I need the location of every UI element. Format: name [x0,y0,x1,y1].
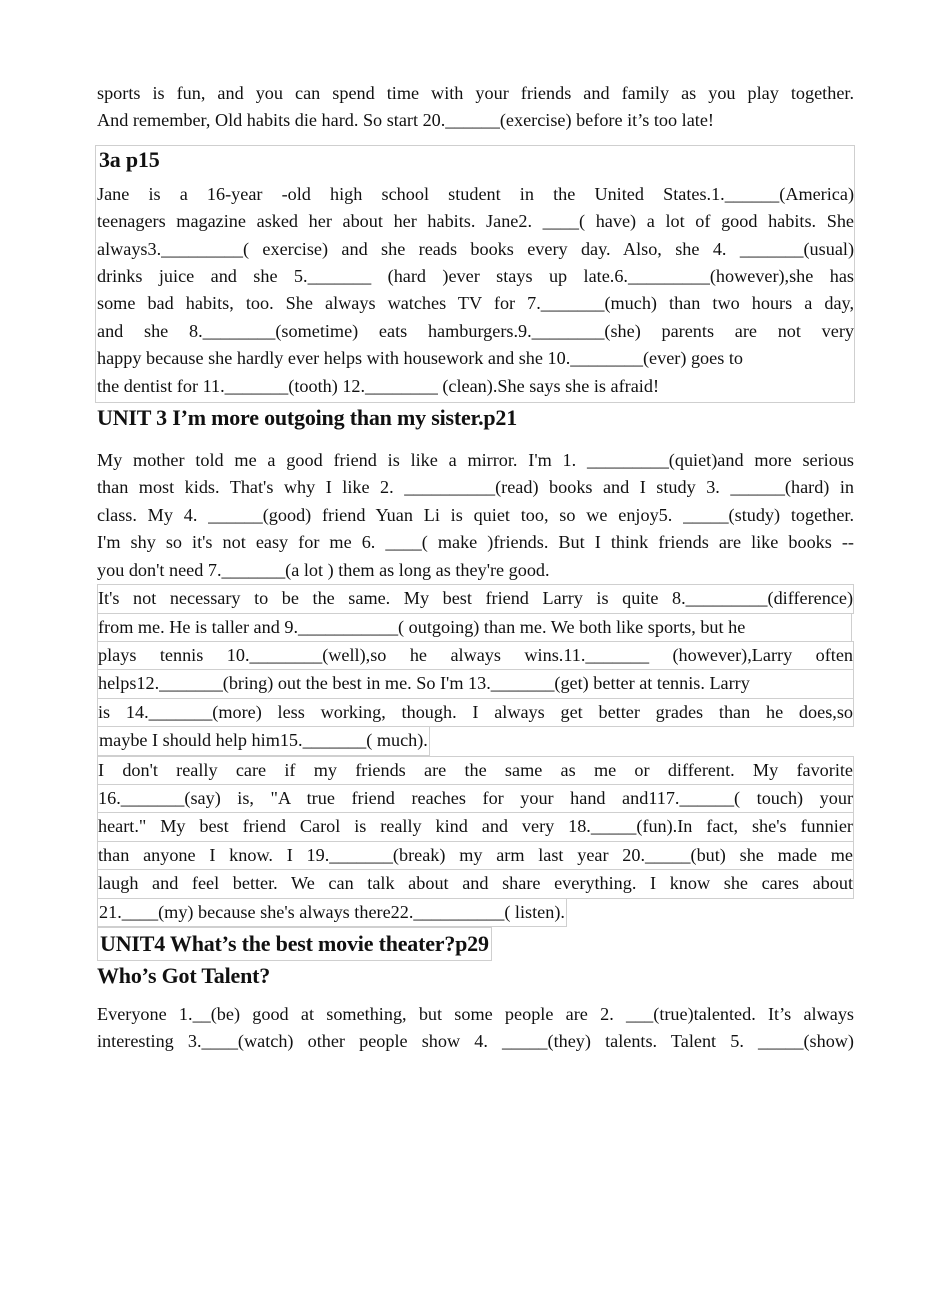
text-line: sports is fun, and you can spend time with your friends and family as you play together. [97,83,854,103]
text-line: And remember, Old habits die hard. So start 20.______(exercise) before it’s too late! [97,110,714,131]
text-line: happy because she hardly ever helps with housework and she 10.________(ever) goes to [97,348,743,369]
text-line: 16._______(say) is, "A true friend reaches for your hand and117.______( touch) your [97,784,854,813]
intro-paragraph [97,80,854,135]
text-line: and she 8.________(sometime) eats hamburgers.9.________(she) parents are not very [97,320,854,341]
text-span: maybe I should help him15._______( much). [97,726,430,755]
text-line: I don't really care if my friends are the same as me or different. My favorite [97,756,854,785]
text-line: helps12._______(bring) out the best in me. So I'm 13._______(get) better at tennis. Larry [97,669,854,698]
text-line: Jane is a 16-year -old high school student in the United States.1.______(America) [97,183,854,204]
text-line: the dentist for 11._______(tooth) 12.________ (clean).She says she is afraid! [97,375,660,396]
text-line: heart." My best friend Carol is really kind and very 18._____(fun).In fact, she's funnier [97,812,854,841]
text-line: than most kids. That's why I like 2. __________(read) books and I study 3. ______(hard) in [97,477,854,498]
text-line: My mother told me a good friend is like a mirror. I'm 1. _________(quiet)and more serious [97,450,854,471]
text-line: drinks juice and she 5._______ (hard )ever stays up late.6._________(however),she has [97,266,854,287]
text-line: is 14._______(more) less working, though. I always get better grades than he does,so [97,698,854,727]
text-line: from me. He is taller and 9.___________( outgoing) than me. We both like sports, but he [97,613,852,642]
text-line: teenagers magazine asked her about her habits. Jane2. ____( have) a lot of good habits. She [97,211,854,232]
document-page [97,80,854,1056]
text-line: laugh and feel better. We can talk about and share everything. I know she cares about [97,869,854,898]
text-line: plays tennis 10.________(well),so he always wins.11._______ (however),Larry often [97,641,854,670]
text-line: you don't need 7._______(a lot ) them as long as they're good. [97,559,550,580]
text-line: always3._________( exercise) and she reads books every day. Also, she 4. _______(usual) [97,238,854,259]
text-line: than anyone I know. I 19._______(break) my arm last year 20._____(but) she made me [97,841,854,870]
section-3a-title: 3a p15 [99,146,160,172]
unit3-paragraph-2 [97,584,854,755]
text-line: It's not necessary to be the same. My best friend Larry is quite 8._________(difference) [97,584,854,613]
section-3a-box [95,145,855,403]
unit4-title: UNIT4 What’s the best movie theater?p29 [97,927,492,961]
unit4-paragraph [97,1001,854,1056]
text-line: Everyone 1.__(be) good at something, but some people are 2. ___(true)talented. It’s always [97,1003,854,1024]
unit3-paragraph-3 [97,756,854,927]
unit3-paragraph-1 [97,447,854,584]
unit3-title: UNIT 3 I’m more outgoing than my sister.p21 [97,405,518,431]
text-line [97,726,854,755]
reading-title: Who’s Got Talent? [97,962,271,988]
text-line: some bad habits, too. She always watches TV for 7._______(much) than two hours a day, [97,293,854,314]
text-span: 21.____(my) because she's always there22.__________( listen). [97,898,567,927]
text-line [97,898,854,927]
text-line: I'm shy so it's not easy for me 6. ____( make )friends. But I think friends are like books -- [97,532,854,553]
text-line: class. My 4. ______(good) friend Yuan Li is quiet too, so we enjoy5. _____(study) together. [97,504,854,525]
text-line: interesting 3.____(watch) other people show 4. _____(they) talents. Talent 5. _____(show) [97,1031,854,1052]
